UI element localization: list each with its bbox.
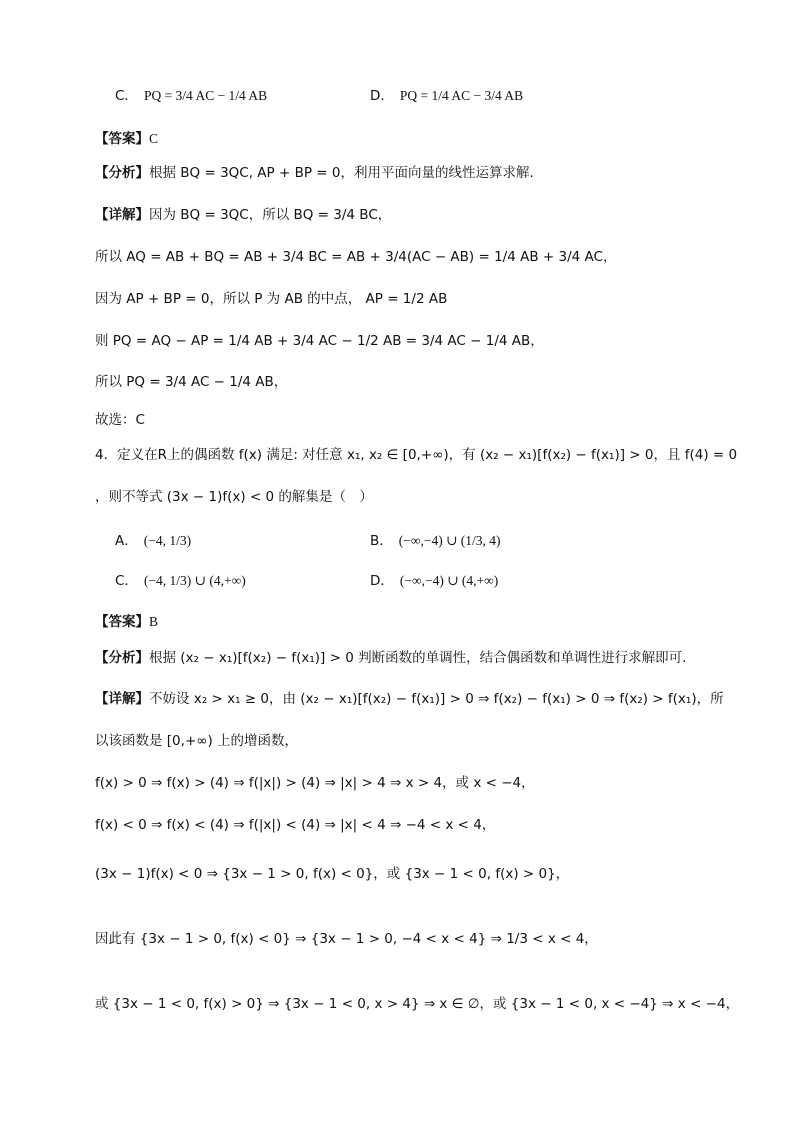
q3-choice: 故选：C xyxy=(95,412,145,428)
q3-detail-line1 xyxy=(95,207,391,223)
q4-answer-tag: 【答案】 xyxy=(95,614,149,630)
q3-detail-line5: 所以 PQ = 3/4 AC − 1/4 AB， xyxy=(95,374,288,390)
q3-answer xyxy=(95,131,158,147)
q4-option-a-label: A． xyxy=(115,533,138,549)
q4-detail-tag: 【详解】 xyxy=(95,691,149,707)
q4-detail-line3: f(x) > 0 ⇒ f(x) > (4) ⇒ f(|x|) > (4) ⇒ |x| > 4 ⇒ x > 4，或 x < −4， xyxy=(95,775,535,791)
q4-analysis xyxy=(95,650,686,666)
q3-option-d-expr: PQ = 1/4 AC − 3/4 AB xyxy=(399,88,524,103)
q3-analysis-text: 根据 BQ = 3QC, AP + BP = 0，利用平面向量的线性运算求解. xyxy=(149,165,534,181)
q3-detail-line3: 因为 AP + BP = 0，所以 P 为 AB 的中点， AP = 1/2 AB xyxy=(95,291,448,307)
q3-analysis-tag: 【分析】 xyxy=(95,165,149,181)
q3-option-c-label: C． xyxy=(115,88,138,104)
q3-answer-value: C xyxy=(149,131,159,146)
q3-option-d xyxy=(370,88,523,104)
q4-option-d xyxy=(370,573,498,589)
q4-option-b xyxy=(370,533,501,549)
q3-option-d-label: D． xyxy=(370,88,394,104)
q4-detail-line4: f(x) < 0 ⇒ f(x) < (4) ⇒ f(|x|) < (4) ⇒ |x| < 4 ⇒ −4 < x < 4， xyxy=(95,817,496,833)
q3-detail-text1: 因为 BQ = 3QC，所以 BQ = 3/4 BC， xyxy=(149,207,392,223)
q4-option-a xyxy=(115,533,191,549)
q3-answer-tag: 【答案】 xyxy=(95,131,149,147)
q4-detail-line7: 或 {3x − 1 < 0, f(x) > 0} ⇒ {3x − 1 < 0, x > 4} ⇒ x ∈ ∅，或 {3x − 1 < 0, x < −4} ⇒ x < −4， xyxy=(95,996,740,1012)
q3-detail-line4: 则 PQ = AQ − AP = 1/4 AB + 3/4 AC − 1/2 AB = 3/4 AC − 1/4 AB， xyxy=(95,333,544,349)
q4-analysis-text: 根据 (x₂ − x₁)[f(x₂) − f(x₁)] > 0 判断函数的单调性，结合偶函数和单调性进行求解即可. xyxy=(149,650,687,666)
q4-detail-line1 xyxy=(95,691,724,707)
q3-detail-tag: 【详解】 xyxy=(95,207,149,223)
q3-analysis xyxy=(95,165,534,181)
q4-stem-line2: ，则不等式 (3x − 1)f(x) < 0 的解集是（ ） xyxy=(95,489,373,505)
q4-detail-line2: 以该函数是 [0,+∞) 上的增函数， xyxy=(95,733,299,749)
q4-answer xyxy=(95,614,158,630)
q4-option-d-expr: (−∞,−4) ∪ (4,+∞) xyxy=(399,573,499,588)
q4-analysis-tag: 【分析】 xyxy=(95,650,149,666)
q4-option-c-expr: (−4, 1/3) ∪ (4,+∞) xyxy=(143,573,246,588)
q4-option-c xyxy=(115,573,246,589)
q3-detail-line2: 所以 AQ = AB + BQ = AB + 3/4 BC = AB + 3/4(AC − AB) = 1/4 AB + 3/4 AC， xyxy=(95,249,617,265)
q4-detail-text1: 不妨设 x₂ > x₁ ≥ 0，由 (x₂ − x₁)[f(x₂) − f(x₁)] > 0 ⇒ f(x₂) − f(x₁) > 0 ⇒ f(x₂) > f(x₁)，所 xyxy=(149,691,724,707)
q3-option-c-expr: PQ = 3/4 AC − 1/4 AB xyxy=(143,88,268,103)
q3-option-c xyxy=(115,88,267,104)
q4-stem-line1: 4．定义在R上的偶函数 f(x) 满足: 对任意 x₁, x₂ ∈ [0,+∞)，有 (x₂ − x₁)[f(x₂) − f(x₁)] > 0，且 f(4) = 0 xyxy=(95,447,738,463)
q4-option-b-label: B． xyxy=(370,533,393,549)
q4-detail-line6: 因此有 {3x − 1 > 0, f(x) < 0} ⇒ {3x − 1 > 0, −4 < x < 4} ⇒ 1/3 < x < 4， xyxy=(95,931,598,947)
q4-option-a-expr: (−4, 1/3) xyxy=(143,533,192,548)
q4-option-d-label: D． xyxy=(370,573,394,589)
q4-option-b-expr: (−∞,−4) ∪ (1/3, 4) xyxy=(398,533,501,548)
q4-answer-value: B xyxy=(149,614,159,629)
q4-option-c-label: C． xyxy=(115,573,138,589)
q4-detail-line5: (3x − 1)f(x) < 0 ⇒ {3x − 1 > 0, f(x) < 0}，或 {3x − 1 < 0, f(x) > 0}， xyxy=(95,866,570,882)
